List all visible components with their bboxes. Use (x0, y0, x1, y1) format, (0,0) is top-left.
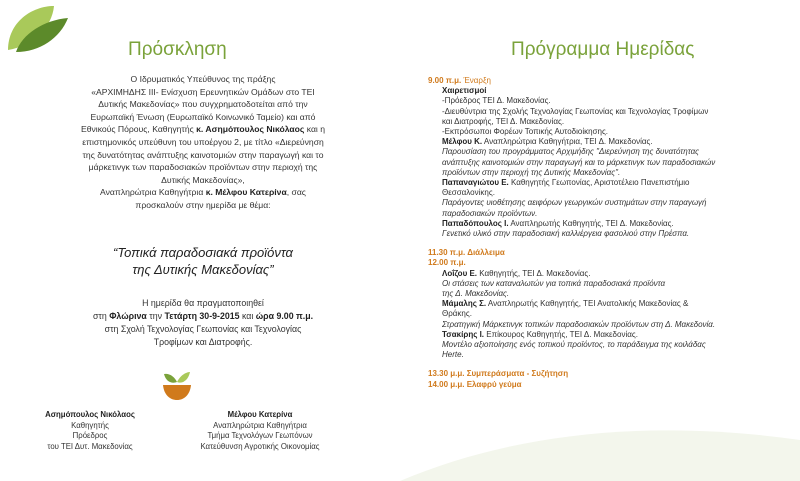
intro-line-text: της δυνατότητας ανάπτυξης καινοτομιών στην παραγωγή και το (82, 149, 324, 160)
program-heading-text: Χαιρετισμοί (442, 86, 487, 96)
intro-line (28, 111, 378, 124)
signature-associate-professor (170, 410, 350, 452)
program-speaker (428, 330, 778, 340)
intro-line-text: «ΑΡΧΙΜΗΔΗΣ ΙΙΙ- Ενίσχυση Ερευνητικών Ομάδων στο ΤΕΙ (91, 86, 315, 97)
venue-line (28, 336, 378, 349)
program-speaker (428, 299, 778, 309)
intro-line-text: και η (304, 124, 325, 135)
venue-line-text: στη Σχολή Τεχνολογίας Γεωπονίας και Τεχνολογίας (104, 324, 302, 334)
theme-line: της Δυτικής Μακεδονίας” (132, 262, 274, 277)
program-list (428, 76, 778, 390)
bowl-leaves-icon (160, 368, 194, 402)
program-time-value: 13.30 μ.μ. Συμπεράσματα - Συζήτηση (428, 369, 569, 379)
speaker-name: Παπαναγιώτου Ε. (442, 178, 509, 188)
intro-line (28, 136, 378, 149)
event-theme (28, 244, 378, 278)
intro-line (28, 174, 378, 187)
speaker-name: Τσακίρης Ι. (442, 329, 485, 339)
intro-line-text: Δυτικής Μακεδονίας», (161, 174, 245, 185)
intro-line (28, 73, 378, 86)
invitation-title: Πρόσκληση (128, 39, 227, 60)
venue-line-bold: Φλώρινα (109, 311, 147, 321)
program-speaker (428, 178, 778, 188)
signature-name: Μέλφου Κατερίνα (227, 410, 293, 419)
signature-name: Ασημόπουλος Νικόλαος (45, 410, 135, 419)
program-time-value: 11.30 π.μ. Διάλλειμα (428, 248, 505, 258)
intro-line (28, 123, 378, 136)
venue-line-text: Τροφίμων και Διατροφής. (153, 337, 253, 347)
intro-line-text: Δυτικής Μακεδονίας» που συγχρηματοδοτείται από την (98, 99, 308, 110)
program-line: -Διευθύντρια της Σχολής Τεχνολογίας Γεωπονίας και Τεχνολογίας Τροφίμων (442, 106, 709, 116)
intro-line (28, 186, 378, 199)
speaker-name: Παπαδόπουλος Ι. (442, 218, 509, 228)
program-line: Θράκης. (442, 309, 472, 319)
speaker-affiliation: Καθηγητής, ΤΕΙ Δ. Μακεδονίας. (477, 268, 591, 278)
program-talk-title: ανάπτυξης καινοτομιών στην παραγωγή και το μάρκετινγκ των παραδοσιακών (442, 157, 716, 167)
venue-line-text: Η ημερίδα θα πραγματοποιηθεί (142, 298, 264, 308)
intro-line-bold: κ. Ασημόπουλος Νικόλαος (196, 124, 305, 135)
program-line: -Πρόεδρος ΤΕΙ Δ. Μακεδονίας. (442, 96, 551, 106)
intro-line-text: Ευρωπαϊκή Ένωση (Ευρωπαϊκό Κοινωνικό Ταμείο) και από (90, 111, 316, 122)
venue-line-text: στη (92, 311, 110, 321)
venue-line-text: και (239, 311, 256, 321)
program-line: και Διατροφής, ΤΕΙ Δ. Μακεδονίας. (442, 116, 565, 126)
program-gap (428, 360, 778, 369)
program-time (428, 76, 778, 86)
program-talk-title: Στρατηγική Μάρκετινγκ τοπικών παραδοσιακών προϊόντων στη Δ. Μακεδονία. (442, 319, 716, 329)
venue-line (28, 323, 378, 336)
program-panel (400, 0, 800, 481)
program-time-value: 12.00 π.μ. (428, 258, 466, 268)
program-speaker (428, 219, 778, 229)
program-talk-title: προϊόντων στην περιοχή της Δυτικής Μακεδονίας". (442, 167, 621, 177)
intro-line (28, 86, 378, 99)
program-talk-title: της Δ. Μακεδονίας. (442, 289, 510, 299)
intro-line-text: μάρκετινγκ των παραδοσιακών προϊόντων στην περιοχή της (88, 162, 318, 173)
speaker-name: Μάμαλης Σ. (442, 299, 487, 309)
speaker-affiliation: Καθηγητής Γεωπονίας, Αριστοτέλειο Πανεπιστήμιο (508, 178, 690, 188)
program-talk-title: Παράγοντες υιοθέτησης αειφόρων γεωργικών συστημάτων στην παραγωγή (442, 198, 707, 208)
intro-line-text: Ο Ιδρυματικός Υπεύθυνος της πράξης (130, 74, 276, 84)
speaker-name: Λοΐζου Ε. (442, 268, 478, 278)
program-time (428, 380, 778, 390)
program-title: Πρόγραμμα Ημερίδας (511, 39, 695, 60)
signature-line: Τμήμα Τεχνολόγων Γεωπόνων (207, 431, 313, 441)
program-line: Θεσσαλονίκης. (442, 188, 495, 198)
program-talk-title: Οι στάσεις των καταναλωτών για τοπικά παραδοσιακά προϊόντα (442, 278, 666, 288)
signature-president (25, 410, 155, 452)
signature-line: Αναπληρώτρια Καθηγήτρια (213, 420, 307, 430)
intro-line (28, 199, 378, 212)
program-time (428, 248, 778, 258)
signature-line: Πρόεδρος (72, 431, 108, 441)
intro-line-bold: κ. Μέλφου Κατερίνα (205, 187, 287, 198)
intro-line (28, 98, 378, 111)
program-talk-title: Γενετικό υλικό στην παραδοσιακή καλλιέργεια φασολιού στην Πρέσπα. (442, 229, 690, 239)
speaker-affiliation: Επίκουρος Καθηγητής, ΤΕΙ Δ. Μακεδονίας. (484, 329, 638, 339)
program-speaker (428, 137, 778, 147)
signature-line: του ΤΕΙ Δυτ. Μακεδονίας (47, 441, 133, 451)
intro-line-text: Εθνικούς Πόρους, Καθηγητής (81, 124, 197, 135)
event-venue (28, 297, 378, 349)
program-talk-title: Παρουσίαση του προγράμματος Αρχιμήδης "Διερεύνηση της δυνατότητας (442, 147, 700, 157)
program-gap (428, 239, 778, 248)
program-talk-title: παραδοσιακών προϊόντων. (442, 208, 538, 218)
program-time-value: 9.00 π.μ. (428, 76, 462, 85)
program-line: -Εκπρόσωποι Φορέων Τοπικής Αυτοδιοίκησης. (442, 127, 609, 137)
intro-line-text: επιστημονικός υπεύθυνη του υποέργου 2, με τίτλο «Διερεύνηση (82, 136, 324, 147)
speaker-affiliation: Αναπληρωτής Καθηγητής, ΤΕΙ Ανατολικής Μακεδονίας & (486, 299, 689, 309)
venue-line-bold: Τετάρτη 30-9-2015 (164, 311, 240, 321)
invitation-intro (28, 73, 378, 212)
signature-line: Κατεύθυνση Αγροτικής Οικονομίας (200, 441, 320, 451)
program-time (428, 258, 778, 268)
program-heading (428, 86, 778, 96)
intro-line-text: Αναπληρώτρια Καθηγήτρια (100, 187, 206, 198)
venue-line-bold: ώρα 9.00 π.μ. (255, 311, 314, 321)
theme-line: “Τοπικά παραδοσιακά προϊόντα (113, 245, 293, 260)
intro-line-text: προσκαλούν στην ημερίδα με θέμα: (135, 199, 271, 210)
program-time (428, 369, 778, 379)
venue-line (28, 297, 378, 310)
signature-line: Καθηγητής (71, 420, 109, 430)
program-time-value: 14.00 μ.μ. Ελαφρύ γεύμα (428, 379, 522, 389)
program-talk-title: Herte. (442, 350, 464, 360)
speaker-name: Μέλφου Κ. (442, 137, 483, 147)
program-talk-title: Μοντέλο αξιοποίησης ενός τοπικού προϊόντος, το παράδειγμα της κοιλάδας (442, 340, 706, 350)
program-time-label: Έναρξη (461, 76, 491, 85)
speaker-affiliation: Αναπληρώτρια Καθηγήτρια, ΤΕΙ Δ. Μακεδονίας. (482, 137, 653, 147)
intro-line (28, 161, 378, 174)
intro-line-text: , σας (286, 187, 306, 198)
intro-line (28, 149, 378, 162)
program-speaker (428, 269, 778, 279)
speaker-affiliation: Αναπληρωτής Καθηγητής, ΤΕΙ Δ. Μακεδονίας. (508, 218, 674, 228)
venue-line-text: την (146, 311, 165, 321)
venue-line (28, 310, 378, 323)
